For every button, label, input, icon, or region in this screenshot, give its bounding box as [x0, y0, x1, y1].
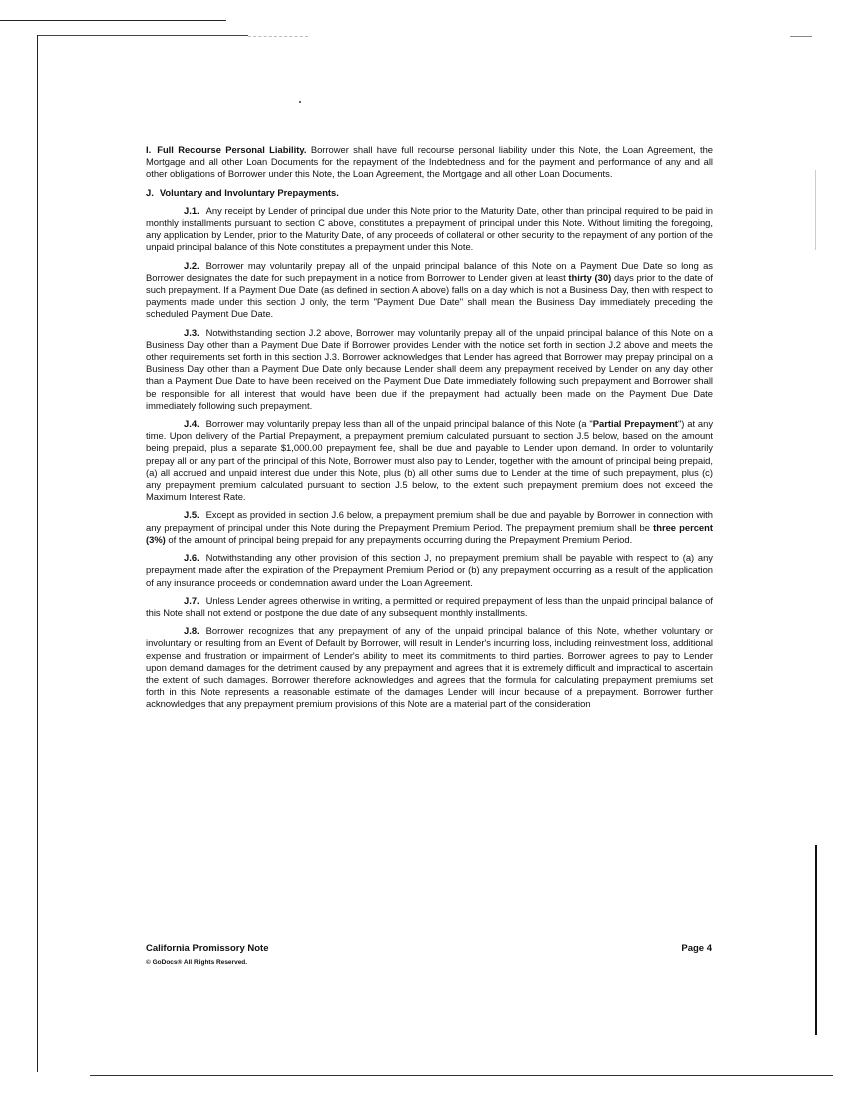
top-rule	[38, 35, 248, 36]
section-j4-number: J.4.	[184, 418, 200, 430]
section-j2-text-b: days prior to the date of such prepayment. If a Payment Due Date (as defined in section A above) falls on a day which is not a Business Day, then with respect to payments made under this section J only, the term "Payment Due Date" shall mean the Business Day immediately preceding the scheduled Payment Due Date.	[146, 271, 713, 320]
section-j2	[146, 260, 713, 321]
section-j2-bold: thirty (30)	[568, 271, 612, 283]
section-j1	[146, 205, 713, 254]
section-j5-text-a: Except as provided in section J.6 below, a prepayment premium shall be due and payable by Borrower in connection with any prepayment of principal under this Note during the Prepayment Premium Period. The prepayment premium shall be	[146, 509, 713, 533]
section-j6-number: J.6.	[184, 552, 200, 564]
right-margin-rule-faint	[815, 170, 816, 250]
section-j3-text: Notwithstanding section J.2 above, Borrower may voluntarily prepay all of the unpaid principal balance of this Note on a Business Day other than a Payment Due Date if Borrower provides Lender with the notice set forth in section J.2 above and meets the other requirements set forth in this section J.3. Borrower acknowledges that Lender has agreed that Borrower may prepay principal on a Business Day other than a Payment Due Date only because Lender shall deem any prepayment received by Lender on any day other than a Payment Due Date to have been received on the Payment Due Date immediately following such prepayment and Borrower shall be responsible for all interest that would have been due if the prepayment had actually been made on the Payment Due Date immediately following such prepayment.	[146, 326, 713, 411]
left-margin-rule	[37, 35, 38, 1072]
bottom-rule	[90, 1075, 833, 1076]
section-j5-number: J.5.	[184, 509, 200, 521]
section-i-label: I.	[146, 144, 152, 155]
section-j5-bold: three percent (3%)	[146, 521, 713, 545]
scan-speck	[299, 101, 301, 103]
section-j4-text-b: ") at any time. Upon delivery of the Partial Prepayment, a prepayment premium calculated pursuant to section J.5 below, based on the amount being prepaid, plus a separate $1,000.00 prepayment fee, shall be due and payable to Lender upon demand. In order to voluntarily prepay all or any part of the principal of this Note, Borrower must also pay to Lender, together with the amount of principal being prepaid, (a) all accrued and unpaid interest due under this Note, plus (b) all other sums due to Lender at the time of such prepayment, plus (c) any prepayment premium calculated pursuant to section J.5 below, to the extent such prepayment premium does not exceed the Maximum Interest Rate.	[146, 418, 714, 503]
section-j3	[146, 327, 713, 412]
section-j8	[146, 625, 713, 710]
top-rule-faded	[248, 36, 308, 37]
right-margin-rule	[815, 845, 817, 1035]
footer-copyright: © GoDocs® All Rights Reserved.	[146, 959, 248, 966]
section-j3-number: J.3.	[184, 326, 200, 338]
section-j5	[146, 509, 713, 546]
section-j1-number: J.1.	[184, 204, 200, 216]
section-j4-text-a: Borrower may voluntarily prepay less than all of the unpaid principal balance of this Note (a "	[205, 418, 593, 430]
section-j2-text-a: Borrower may voluntarily prepay all of the unpaid principal balance of this Note on a Payment Due Date so long as Borrower designates the date for such prepayment in a notice from Borrower to Lender given at least	[146, 259, 713, 283]
section-j7-text: Unless Lender agrees otherwise in writing, a permitted or required prepayment of less than the unpaid principal balance of this Note shall not extend or postpone the due date of any subsequent monthly installments.	[146, 594, 713, 618]
footer-page-number: Page 4	[681, 943, 712, 954]
top-rule-short	[0, 20, 226, 21]
section-j1-text: Any receipt by Lender of principal due under this Note prior to the Maturity Date, other than principal required to be paid in monthly installments pursuant to section C above, constitutes a prepayment of principal under this Note. Without limiting the foregoing, any application by Lender, prior to the Maturity Date, of any proceeds of collateral or other security to the repayment of any portion of the unpaid principal balance of this Note constitutes a prepayment under this Note.	[146, 204, 713, 253]
section-j4-bold: Partial Prepayment	[592, 418, 678, 430]
section-i-heading: Full Recourse Personal Liability.	[157, 144, 307, 155]
section-j-heading: Voluntary and Involuntary Prepayments.	[159, 186, 339, 198]
section-j6	[146, 552, 713, 589]
section-j5-text-b: of the amount of principal being prepaid for any prepayments occurring during the Prepayment Premium Period.	[168, 533, 633, 545]
document-body	[146, 144, 713, 717]
section-j-heading-row	[146, 187, 713, 199]
top-rule-right	[790, 36, 812, 37]
section-j6-text: Notwithstanding any other provision of this section J, no prepayment premium shall be payable with respect to (a) any prepayment made after the expiration of the Prepayment Premium Period or (b) any prepayment occurring as a result of the application of any insurance proceeds or condemnation award under the Loan Agreement.	[146, 552, 713, 588]
section-j2-number: J.2.	[184, 259, 200, 271]
section-j7	[146, 595, 713, 619]
section-j7-number: J.7.	[184, 594, 200, 606]
footer-document-title: California Promissory Note	[146, 943, 269, 954]
section-i	[146, 144, 713, 181]
section-j4	[146, 418, 713, 503]
section-j8-text: Borrower recognizes that any prepayment of any of the unpaid principal balance of this Note, whether voluntary or involuntary or resulting from an Event of Default by Borrower, will result in Lender's incurring loss, including reinvestment loss, additional expense and frustration or impairment of Lender's ability to meet its commitments to third parties. Borrower agrees to pay to Lender upon demand damages for the detriment caused by any prepayment and agrees that it is extremely difficult and impractical to ascertain the extent of such damages. Borrower therefore acknowledges and agrees that the formula for calculating prepayment premiums set forth in this Note represents a reasonable estimate of the damages Lender will incur because of a prepayment. Borrower further acknowledges that any prepayment premium provisions of this Note are a material part of the consideration	[146, 625, 713, 710]
section-i-text: Borrower shall have full recourse personal liability under this Note, the Loan Agreement, the Mortgage and all other Loan Documents for the repayment of the Indebtedness and for the payment and performance of any and all other obligations of Borrower under this Note, the Loan Agreement, the Mortgage and all other Loan Documents.	[146, 144, 713, 180]
section-j-label: J.	[146, 186, 154, 198]
section-j8-number: J.8.	[184, 625, 200, 637]
